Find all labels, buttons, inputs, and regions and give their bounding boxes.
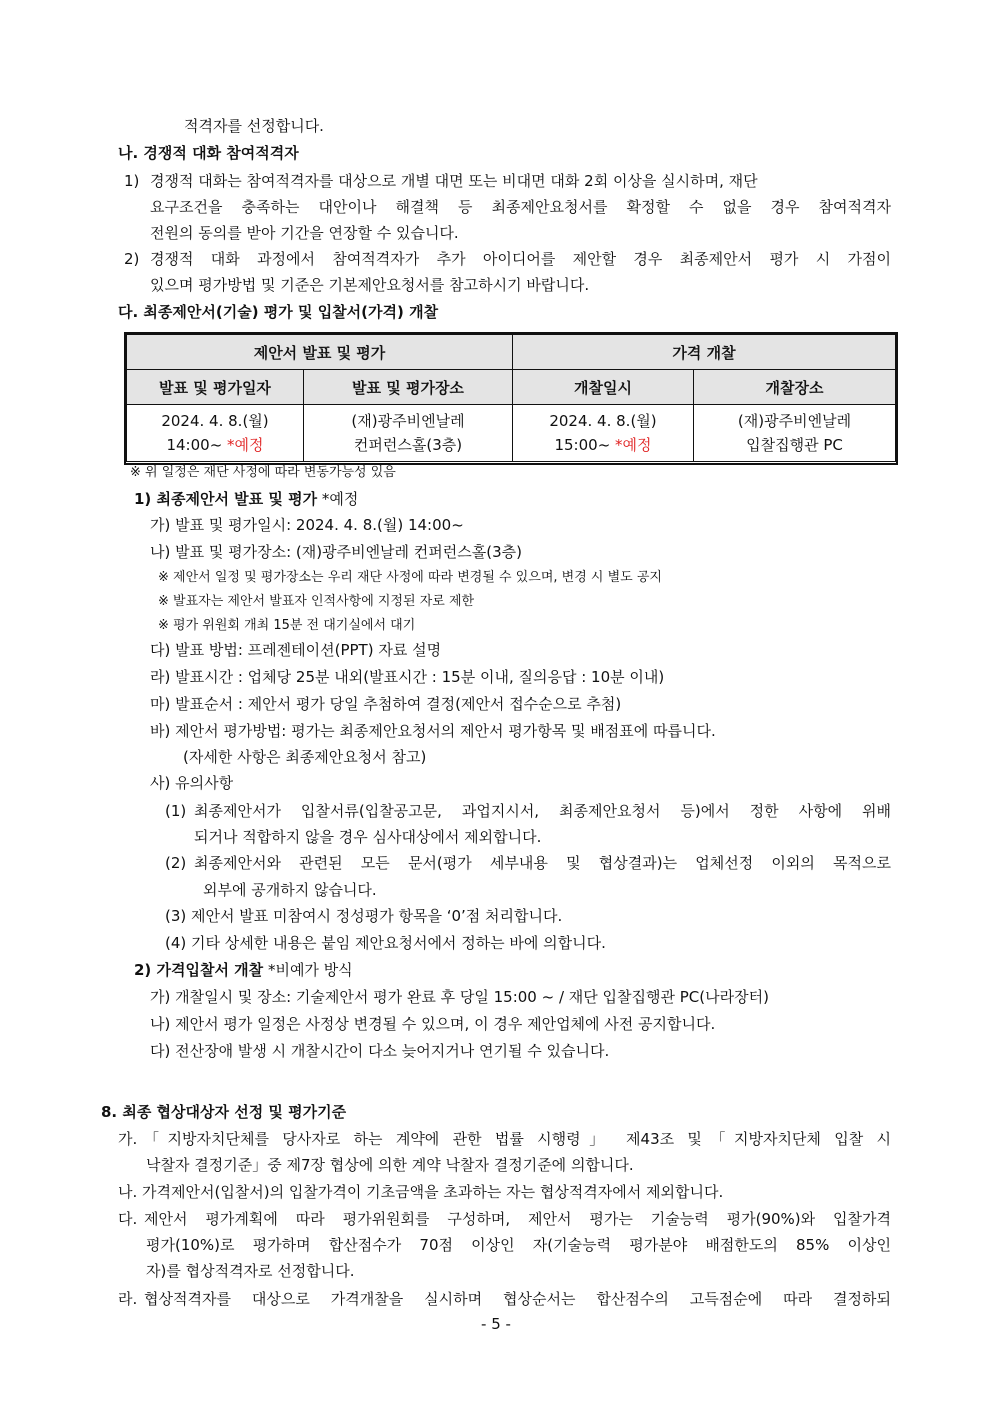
scheduled-tag: *예정 [615, 436, 652, 454]
sub1-p3: (3) 제안서 발표 미참여시 정성평가 항목을 ‘0’점 처리합니다. [165, 907, 563, 925]
table-group-presentation: 제안서 발표 및 평가 [127, 335, 513, 370]
sub1-note: ※ 평가 위원회 개최 15분 전 대기실에서 대기 [158, 618, 416, 633]
cell-line: 컨퍼런스홀(3층) [353, 436, 463, 454]
table-cell-opening-date [513, 405, 694, 462]
cell-line [127, 433, 303, 457]
sub1-ga: 가) 발표 및 평가일시: 2024. 4. 8.(월) 14:00~ [150, 516, 464, 534]
section-na-title: 나. 경쟁적 대화 참여적격자 [118, 144, 299, 162]
table-cell-opening-place [694, 405, 896, 462]
sub2-heading [134, 960, 353, 980]
cell-line: (재)광주비엔날레 [351, 412, 465, 430]
section-8-title: 8. 최종 협상대상자 선정 및 평가기준 [101, 1103, 347, 1121]
cell-line: 2024. 4. 8.(월) [161, 412, 269, 430]
sub1-ba-detail: (자세한 사항은 최종제안요청서 참고) [183, 748, 427, 766]
scheduled-tag: *예정 [227, 436, 264, 454]
sub2-tag: *비예가 방식 [267, 961, 353, 979]
table-cell-presentation-date [127, 405, 304, 462]
section-na-item1-line3: 전원의 동의를 받아 기간을 연장할 수 있습니다. [150, 224, 459, 242]
sub1-tag: *예정 [321, 490, 359, 508]
section-da-title: 다. 최종제안서(기술) 평가 및 입찰서(가격) 개찰 [118, 303, 439, 321]
sub1-ra: 라) 발표시간 : 업체당 25분 내외(발표시간 : 15분 이내, 질의응답 : 10분 이내) [150, 668, 665, 686]
sec8-da-label: 다. [118, 1210, 138, 1228]
cell-time: 14:00~ [166, 436, 223, 454]
sub1-sa: 사) 유의사항 [150, 774, 234, 792]
table-header: 개찰일시 [513, 370, 694, 405]
section-na-item2-line1: 경쟁적 대화 과정에서 참여적격자가 추가 아이디어를 제안할 경우 최종제안서 평가 시 가점이 [150, 250, 891, 268]
sub2-ga: 가) 개찰일시 및 장소: 기술제안서 평가 완료 후 당일 15:00 ~ / 재단 입찰집행관 PC(나라장터) [150, 988, 769, 1006]
sub1-p2-line2: 외부에 공개하지 않습니다. [203, 881, 377, 899]
section-na-item1-num: 1) [124, 172, 140, 190]
sub1-da: 다) 발표 방법: 프레젠테이션(PPT) 자료 설명 [150, 641, 442, 659]
sec8-ra-label: 라. [118, 1290, 138, 1308]
text: 경쟁적 대화는 참여적격자를 대상으로 개별 대면 또는 비대면 대화 2회 이상을 실시하며, 재단 [150, 172, 758, 190]
sub1-heading [134, 489, 358, 509]
sub1-p1-num: (1) [165, 802, 187, 820]
cell-line [513, 433, 693, 457]
sub1-p1-line2: 되거나 적합하지 않을 경우 심사대상에서 제외합니다. [194, 828, 542, 846]
sec8-ra-line: 협상적격자를 대상으로 가격개찰을 실시하며 협상순서는 합산점수의 고득점순에 따라 결정하되 [144, 1290, 891, 1308]
cell-line: 2024. 4. 8.(월) [549, 412, 657, 430]
page-number: - 5 - [481, 1315, 511, 1333]
sub1-note: ※ 제안서 일정 및 평가장소는 우리 재단 사정에 따라 변경될 수 있으며, 변경 시 별도 공지 [158, 570, 662, 585]
section-na-item2-line2: 있으며 평가방법 및 기준은 기본제안요청서를 참고하시기 바랍니다. [150, 276, 590, 294]
sec8-da-line3: 자)를 협상적격자로 선정합니다. [146, 1262, 355, 1280]
cell-line: (재)광주비엔날레 [737, 412, 852, 430]
sub1-ma: 마) 발표순서 : 제안서 평가 당일 추첨하여 결정(제안서 접수순으로 추첨) [150, 695, 622, 713]
sub2-da: 다) 전산장애 발생 시 개찰시간이 다소 늦어지거나 연기될 수 있습니다. [150, 1042, 610, 1060]
section-na-item2-num: 2) [124, 250, 140, 268]
section-na-item1-line1 [150, 171, 891, 191]
sub1-p4: (4) 기타 상세한 내용은 붙임 제안요청서에서 정하는 바에 의합니다. [165, 934, 606, 952]
sub1-ba: 바) 제안서 평가방법: 평가는 최종제안요청서의 제안서 평가항목 및 배점표에 따릅니다. [150, 722, 716, 740]
sub1-title: 1) 최종제안서 발표 및 평가 [134, 490, 318, 508]
cell-line: 입찰집행관 PC [746, 436, 843, 454]
sec8-ga-line1: 「지방자치단체를 당사자로 하는 계약에 관한 법률 시행령」 제43조 및「지방자치단체 입찰 시 [144, 1130, 891, 1148]
table-group-opening: 가격 개찰 [513, 335, 896, 370]
sub1-p1-line1: 최종제안서가 입찰서류(입찰공고문, 과업지시서, 최종제안요청서 등)에서 정한 사항에 위배 [194, 802, 891, 820]
sub2-na: 나) 제안서 평가 일정은 사정상 변경될 수 있으며, 이 경우 제안업체에 사전 공지합니다. [150, 1015, 716, 1033]
sub1-p2-num: (2) [165, 854, 187, 872]
intro-line: 적격자를 선정합니다. [184, 117, 324, 135]
table-note: ※ 위 일정은 재단 사정에 따라 변동가능성 있음 [130, 465, 396, 480]
sub2-title: 2) 가격입찰서 개찰 [134, 961, 264, 979]
sec8-na: 나. 가격제안서(입찰서)의 입찰가격이 기초금액을 초과하는 자는 협상적격자에서 제외합니다. [118, 1183, 724, 1201]
table-header: 발표 및 평가장소 [304, 370, 513, 405]
table-header: 개찰장소 [694, 370, 896, 405]
cell-time: 15:00~ [554, 436, 611, 454]
sec8-da-line2: 평가(10%)로 평가하며 합산점수가 70점 이상인 자(기술능력 평가분야 배점한도의 85% 이상인 [146, 1236, 891, 1254]
sec8-ga-line2: 낙찰자 결정기준」중 제7장 협상에 의한 계약 낙찰자 결정기준에 의합니다. [146, 1156, 634, 1174]
sub1-na: 나) 발표 및 평가장소: (재)광주비엔날레 컨퍼런스홀(3층) [150, 543, 522, 561]
table-header: 발표 및 평가일자 [127, 370, 304, 405]
sub1-p2-line1: 최종제안서와 관련된 모든 문서(평가 세부내용 및 협상결과)는 업체선정 이외의 목적으로 [194, 854, 891, 872]
sec8-da-line1: 제안서 평가계획에 따라 평가위원회를 구성하며, 제안서 평가는 기술능력 평가(90%)와 입찰가격 [144, 1210, 891, 1228]
sec8-ga-label: 가. [118, 1130, 138, 1148]
schedule-table [126, 334, 896, 462]
section-na-item1-line2: 요구조건을 충족하는 대안이나 해결책 등 최종제안요청서를 확정할 수 없을 경우 참여적격자 [150, 198, 891, 216]
table-cell-presentation-place [304, 405, 513, 462]
sub1-note: ※ 발표자는 제안서 발표자 인적사항에 지정된 자로 제한 [158, 594, 475, 609]
